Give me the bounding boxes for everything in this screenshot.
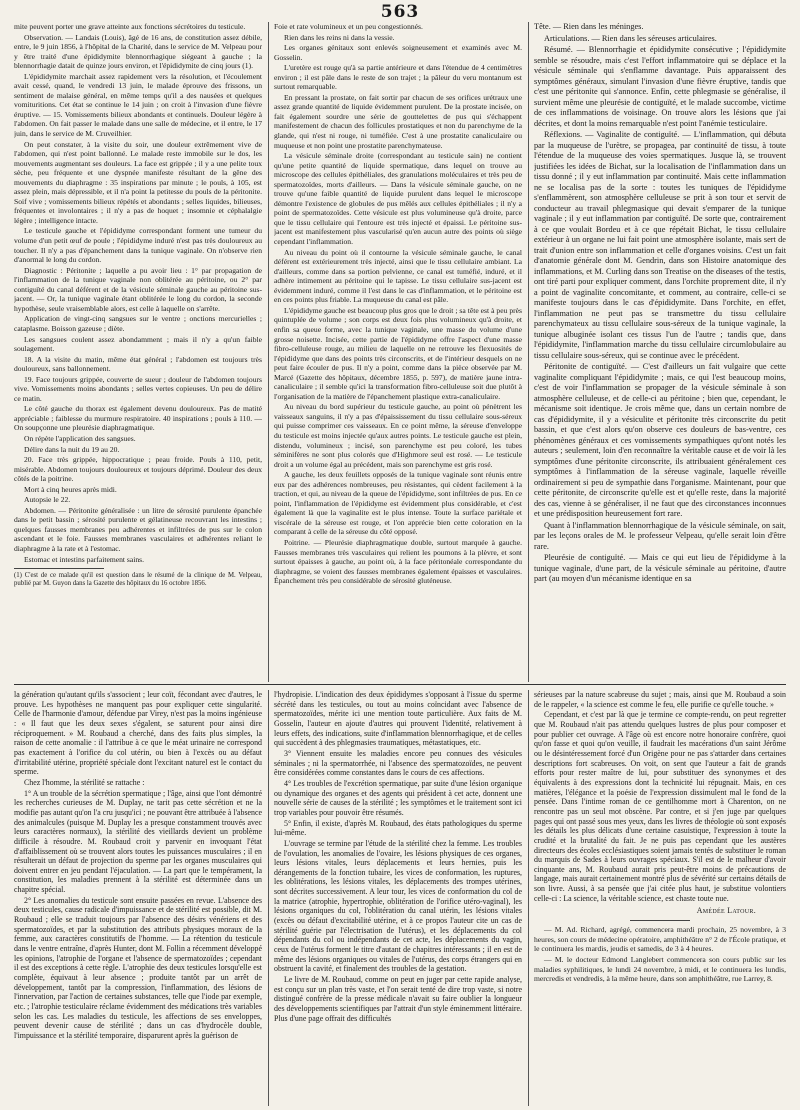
column-1-text <box>14 22 262 564</box>
paragraph: Observation. — Landais (Louis), âgé de 16 ans, de constitution assez débile, entre, le 9 juin 1856, à l'hôpital de la Charité, dans le service de M. Velpeau pour y être traité d'une épididymite blennorrhagique siégeant à gauche ; la blennorrhagie datait de quinze jours environ, et l'épididymite de cinq jours (1). <box>14 32 262 71</box>
author-signature: Amédée Latour. <box>696 906 756 916</box>
column-divider <box>528 690 529 1106</box>
paragraph: Le côté gauche du thorax est également devenu douloureux. Pas de matité appréciable ; faiblesse du murmure respiratoire. 40 inspirations ; pouls à 110. — On soupçonne une pleurésie diaphragmatique. <box>14 404 262 433</box>
paragraph: L'épididymite marchait assez rapidement vers la résolution, et l'écoulement avait cessé, quand, le vendredi 13 juin, le malade éprouve des frissons, un sentiment de malaise général, en même temps qu'il a des nausées et quelques vomituritions. Cet état se continue le 14 juin ; on croit à l'invasion d'une fièvre éruptive. — 15. Vomissements bilieux abondants et continuels. Douleur légère à l'abdomen. On fait passer le malade dans une salle de médecine, et il entre, le 17 juin, dans le service de M. Cruveilhier. <box>14 71 262 139</box>
paragraph: On peut constater, à la visite du soir, une douleur extrêmement vive de l'abdomen, qui n'est point ballonné. Le malade reste immobile sur le dos, les mouvements augmentant ses douleurs. La face est grippée ; il y a une pelite toux sèche, peu fréquente et une dyspnée manifeste résultant de la gêne des mouvements du diaphragme : 35 inspirations par minute ; le pouls, à 105, est assez plein, mais dépressible, et il n'a point la petitesse du pouls de la péritonite. Soif vive ; vomissements bilieux répétés et abondants ; selles liquides, bilieuses, fréquentes et involontaires ; il n'y a pas de hoquet ; insomnie et céphalalgie légère ; intelligence intacte. <box>14 139 262 225</box>
paragraph: Les sangsues coulent assez abondamment ; mais il n'y a qu'un faible soulagement. <box>14 334 262 354</box>
column-divider <box>268 690 269 1106</box>
paragraph: 3° Viennent ensuite les maladies encore peu connues des vésicules séminales ; ni la spermatorrhée, ni l'absence des spermatozoïdes, ne peuvent être considérées comme constantes dans le cours de ces affections. <box>274 748 522 778</box>
paragraph: 5° Enfin, il existe, d'après M. Roubaud, des états pathologiques du sperme lui-même. <box>274 818 522 838</box>
paragraph: Foie et rate volumineux et un peu congestionnés. <box>274 22 423 31</box>
paragraph: Les organes génitaux sont enlevés soigneusement et examinés avec M. Gosselin. <box>274 43 522 62</box>
paragraph: 20. Face très grippée, hippocratique ; peau froide. Pouls à 110, petit, misérable. Abdomen toujours douloureux et toujours déprimé. Douleur des deux côtés de la poitrine. <box>14 455 262 484</box>
upper-section <box>14 22 786 682</box>
footnote: (1) C'est de ce malade qu'il est question dans le résumé de la clinique de M. Velpeau, publié par M. Guyon dans la Gazette des hôpitaux du 16 octobre 1856. <box>14 572 262 588</box>
column-2 <box>274 22 522 682</box>
paragraph: L'épididyme gauche est beaucoup plus gros que le droit ; sa tête est à peu près quintuplée de volume ; son corps est deux fois plus volumineux qu'à droite, et enfin sa queue forme, avec la tunique vaginale, une masse du volume d'une grosse noisette. Incisée, cette partie de l'épididyme offre l'aspect d'une masse fibro-celluleuse rouge, au milieu de laquelle on ne retrouve les flexuosités de l'épididyme que dans des points très circonscrits, et de l'intérieur desquels on ne peut faire écouler de pus. Il n'y a point, comme dans la pièce observée par M. Marcé (Gazette des hôpitaux, décembre 1855, p. 597), de matière jaune intra-canaliculaire ; il semble qu'ici la transformation fibro-celluleuse soit due plutôt à l'organisation de la matière de l'épanchement plastique extra-canaliculaire. <box>274 305 522 401</box>
paragraph: Estomac et intestins parfaitement sains. <box>24 554 144 564</box>
paragraph: Application de vingt-cinq sangsues sur le ventre ; onctions mercurielles ; cataplasme. Boisson gazeuse ; diète. <box>14 314 262 333</box>
paragraph: Cependant, et c'est par là que je termine ce compte-rendu, on peut regretter que M. Roubaud n'ait pas attendu quelques lustres de plus pour composer et pour publier cet ouvrage. A l'âge où est encore notre honoraire confrère, quoi qu'on fasse et quoi qu'on veuille, il faudrait les macérations d'un saint Jérôme ou le désintéressement forcé d'un Origène pour ne pas s'attarder dans certaines descriptions fort scabreuses. On voit, on sent que l'auteur a fait de grands efforts pour rester maître de lui, pour substituer des synonymes et des équivalents à des expressions dont la technicité lui répugnait. Mais, en ces matières, l'élégance et la poésie de l'expression dissimulent mal le fond de la pensée. Dans l'intime roman de ce gentilhomme mort à Charenton, on ne rencontre pas un seul mot obscène. Par contre, et si j'en juge par quelques pages qui ont passé sous mes yeux, dans les livres de théologie où sont exposés les détails les plus délicats d'une certaine casuistique, l'expression à toute la crudité et la brutalité du fait. Je ne puis pas cependant que les austères directeurs des écoles ecclésiastiques soient jamais tentés de substituer le roman du marquis de Sades à leurs ouvrages spéciaux. S'il est de le malheur d'avoir cinquante ans, M. Roubaud aurait pris peut-être moins de précautions de langage, mais aurait certainement montré plus de sévérité sur certains détails de son livre. Aussi, à sa pensée que j'ai citée plus haut, je substitue volontiers celle-ci : La science, la véritable science, est chaste toute nue. <box>534 710 786 903</box>
paragraph: Poitrine. — Pleurésie diaphragmatique double, surtout marquée à gauche. Fausses membranes très vasculaires qui relient les poumons à la plèvre, et sont surtout épaisses à gauche, au point où, à la face péritonéale correspondante du diaphragme, se voient des fausses membranes également épaisses et vasculaires. Épanchement très peu considérable de sérosité gluténeuse. <box>274 537 522 586</box>
paragraph: 19. Face toujours grippée, couverte de sueur ; douleur de l'abdomen toujours vive. Vomissements moins abondants ; selles vertes copieuses. Un peu de délire ce matin. <box>14 374 262 403</box>
review-column-2 <box>274 690 522 1106</box>
paragraph: Le testicule gauche et l'épididyme correspondant forment une tumeur du volume d'un petit œuf de poule ; l'épididyme induré n'est pas très douloureux au toucher. Il n'y a pas d'épanchement dans la tunique vaginale. On n'observe rien d'anormal le long du cordon. <box>14 226 262 265</box>
paragraph: la génération qu'autant qu'ils s'associent ; leur coït, fécondant avec d'autres, le prouve. Les hypothèses ne manquent pas pour expliquer cette singularité. Celle de l'harmonie d'amour, défendue par Virey, n'est pas la moins ingénieuse : « Il faut que les deux sexes s'égalent, se saturent pour ainsi dire réciproquement. » M. Roubaud a cherché, dans des faits plus simples, la raison de cette anomalie : il l'attribue à ce que le méat urinaire ne correspond pas exactement à l'orifice du col utérin, ou bien à l'excès ou au défaut d'irritabilité utérine, propriété spéciale dont l'excitant naturel est le contact du sperme. <box>14 690 262 777</box>
paragraph: sérieuses par la nature scabreuse du sujet ; mais, ainsi que M. Roubaud a soin de le rappeler, « la science est comme le feu, elle purifie ce qu'elle touche. » <box>534 690 786 709</box>
paragraph: Quant à l'inflammation blennorrhagique de la vésicule séminale, on sait, par les leçons orales de M. le professeur Velpeau, qu'elle serait loin d'être rare. <box>534 520 786 551</box>
paragraph: 18. A la visite du matin, même état général ; l'abdomen est toujours très douloureux, sans ballonnement. <box>14 354 262 374</box>
column-1 <box>14 22 262 682</box>
footnote-rule <box>14 568 104 569</box>
paragraph: — M. le docteur Edmond Langlebert commencera son cours public sur les maladies syphilitiques, le lundi 24 novembre, à midi, et le continuera les lundis, mercredis et vendredis, à la même heure, dans son amphithéâtre, rue Larrey, 8. <box>534 955 786 984</box>
paragraph: Chez l'homme, la stérilité se rattache : <box>24 777 145 787</box>
paragraph: mite peuvent porter une grave atteinte aux fonctions sécrétoires du testicule. <box>14 22 246 31</box>
paragraph: Tête. — Rien dans les méninges. <box>534 22 644 31</box>
column-divider <box>268 22 269 682</box>
paragraph: L'uretère est rouge qu'à sa partie antérieure et dans l'étendue de 4 centimètres environ ; il est pâle dans le reste de son trajet ; la pâleur du veru montanum est surtout remarquable. <box>274 63 522 92</box>
paragraph: En pressant la prostate, on fait sortir par chacun de ses orifices urétraux une assez grande quantité de liquide évidemment purulent. De la prostate incisée, on fait également sourdre une série de gouttelettes de pus qui s'échappent manifestement de chacun des follicules prostatiques et non du parenchyme de la glande, qui n'est ni rouge, ni tuméfiée. C'est à une prostatite canaliculaire ou muqueuse et non point une prostatite parenchymateuse. <box>274 92 522 150</box>
paragraph: L'ouvrage se termine par l'étude de la stérilité chez la femme. Les troubles de l'ovulation, les anomalies de l'ovaire, les lésions physiques de ces organes, leurs lésions vitales, leurs déplacements et leurs hernies, puis les dérangements de la fonction tubaire, les vices de conformation, les ruptures, les oblitérations, les lésions vitales, les déplacements des trompes utérines, sont décrites successivement. A leur tour, les vices de conformation du col de la matrice (atrophie, hypertrophie, oblitération de l'orifice utéro-vaginal), les lésions organiques du col, l'oblitération du canal utérin, les lésions vitales (excès ou défaut d'excitabilité utérine, et à ce propos l'auteur cite un cas de stérilité guérie par l'électrisation de l'utérus), et les déplacements du col dépendants du col ou indépendants de cet acte, les déplacements du vagin, ceux de l'utérus forment le titre d'autant de chapitres intéressants ; il en est de même des lésions organiques ou vitales de l'utérus, des corps étrangers qui en obstruent la cavité, et finalement des troubles de la gestation. <box>274 838 522 974</box>
paragraph: l'hydropisie. L'indication des deux épididymes s'opposant à l'issue du sperme sécrété dans les testicules, ou tout au moins coïncidant avec l'absence de spermatozoïdes, mérite ici une mention toute particulière. Aux faits de M. Gosselin, l'auteur en ajoute d'autres qui prouvent l'identité, relativement à leurs effets, des indications, suite d'inflammation blennorrhagique, et de celles qui succèdent à des phlegmasies traumatiques, métastatiques, etc. <box>274 690 522 748</box>
paragraph: Au niveau du bord supérieur du testicule gauche, au point où pénètrent les vaisseaux sanguins, il n'y a pas d'épaississement du tissu cellulaire sous-séreux qui puisse comprimer ces vaisseaux. En ce point même, la séreuse d'enveloppe du testicule est moins injectée qu'aux autres points. Le testicule gauche est plein, distendu, volumineux ; incisé, son parenchyme est peu coloré, les tubes séminifères ne sont plus colorés que d'Highmore seul est rosé. — Le testicule droit a un volume égal au précédent, mais son parenchyme est gris rosé. <box>274 402 522 469</box>
paragraph: 2° Les anomalies du testicule sont ensuite passées en revue. L'absence des deux testicules, cause radicale d'impuissance et de stérilité est possible, dit M. Roubaud ; elle se traduit toujours par l'absence des désirs vénériens et des spermatozoïdes, et par la substitution des attributs physiques moraux de la femme, aux caractères constitutifs de l'homme. — La rétention du testicule dans le ventre entraîne, d'après Hunter, dont M. Follin a récemment développé les opinions, l'atrophie de l'organe et l'absence de spermatozoïdes ; cependant il est des exceptions à cette règle. L'atrophie des deux testicules lorsqu'elle est complète, équivaut à leur absence ; produite tantôt par un arrêt de développement, tantôt par la compression, l'inflammation, des lésions de l'innervation, par l'action de certaines substances, telle que l'iode par exemple, etc. ; l'atrophie testiculaire réclame évidemment des médications très variables selon les cas. Les maladies du testicule, les affections de ses enveloppes, peuvent devenir cause de stérilité ; dans un cas d'hydrocèle double, l'impuissance et la stérilité temporaire, disparurent après la guérison de <box>14 895 262 1040</box>
paragraph: On répète l'application des sangsues. <box>24 433 136 443</box>
paragraph: — M. Ad. Richard, agrégé, commencera mardi prochain, 25 novembre, à 3 heures, son cours de médecine opératoire, amphithéâtre n° 2 de l'École pratique, et le continuera les mardis, jeudis et samedis, de 3 à 4 heures. <box>534 925 786 954</box>
paragraph: Abdomen. — Péritonite généralisée : un litre de sérosité purulente épanchée dans le petit bassin ; sérosité purulente et gélatineuse recouvrant les intestins ; quelques fausses membranes peu adhérentes et infiltrées de pus sur le colon ascendant et le foie. Fausses membranes vasculaires et adhérentes reliant le diaphragme à la rate et à l'estomac. <box>14 505 262 553</box>
paragraph: Au niveau du point où il contourne la vésicule séminale gauche, le canal déférent est extérieurement très injecté, ainsi que le tissu cellulaire ambiant. La d'ailleurs, comme dans sa portion pelvienne, ce canal est tuméfié, induré, et il adhère intimement au péritoine qui le tapisse. Le tissu cellulaire sus-jacent est évidemment induré, comme il l'est dans le cas d'inflammation, et le péritoine est en ces points plus friable. La muqueuse du canal est pâle. <box>274 247 522 305</box>
paragraph: Articulations. — Rien dans les séreuses articulaires. <box>544 33 717 43</box>
paragraph: A gauche, les deux feuillets opposés de la tunique vaginale sont réunis entre eux par des adhérences nombreuses, peu résistantes, qui cèdent facilement à la traction, et qui, au niveau de la queue de l'épididyme, sont infiltrées de pus. En ce point, l'inflammation de l'épididyme est évidemment plus considérable, et c'est également là que la vaginalite est le plus intense. Toute la surface pariétale et viscérale de la séreuse est rouge, et l'on apprécie bien cette coloration en la comparant à celle de la séreuse du côté opposé. <box>274 470 522 537</box>
review-column-3 <box>534 690 786 1106</box>
paragraph: Rien dans les reins ni dans la vessie. <box>284 32 395 42</box>
lower-section <box>14 690 786 1106</box>
announcements-rule <box>630 920 690 921</box>
review-column-1 <box>14 690 262 1106</box>
paragraph: Pleurésie de contiguïté. — Mais ce qui eut lieu de l'épididyme à la tunique vaginale, d'une part, de la vésicule séminale au péritoine, d'autre part (au moyen d'un mécanisme identique en sa <box>534 553 786 583</box>
paragraph: Péritonite de contiguïté. — C'est d'ailleurs un fait vulgaire que cette vaginalite compliquant l'épididymite ; mais, ce qui l'est beaucoup moins, c'est de voir l'inflammation se propager de la vésicule séminale à son atmosphère celluleuse, et de celle-ci au péritoine ; bien que, cependant, le mécanisme soit identique. Je crois même que, dans un certain nombre de cas d'épididymite, il y a vésiculite et péritonite très circonscrite du petit bassin, et que c'est alors qu'on observe ces douleurs de bas-ventre, ces phénomènes généraux et ces vomissements sympathiques qu'ont notés les auteurs ; seulement, loin d'en reconnaître la véritable cause et de voir là les symptômes d'une péritonite circonscrite, ils attribuaient généralement ces symptômes à l'inflammation de la séreuse vaginale, laquelle réveille ordinairement si peu de sympathie dans l'organisme. Maintenant, pour que cette péritonite, de circonscrite qu'elle est et qu'elle reste, dans la majorité des cas, vienne à se généraliser, il ne faut que des circonstances inconnues et une prédisposition heureusement fort rare. <box>534 362 786 518</box>
paragraph: Le livre de M. Roubaud, comme on peut en juger par cette rapide analyse, est conçu sur un plan très vaste, et l'on serait tenté de dire trop vaste, si notre distingué confrère de la presse médicale n'avait su faire oublier la longueur des développements scientifiques par l'attrait d'un style éminemment littéraire. Plus d'une page offrait des difficultés <box>274 975 522 1023</box>
paragraph: 1° A un trouble de la sécrétion spermatique ; l'âge, ainsi que l'ont démontré les recherches curieuses de M. Duplay, ne tarit pas cette sécrétion et ne la modifie pas autant qu'on l'a cru jusqu'ici ; ne pouvant être attribuée à l'absence des animalcules (puisque M. Duplay les a presque constamment trouvés avec leurs caractères normaux), la stérilité des vieillards devient un problème difficile à résoudre. M. Roubaud croit y parvenir en invoquant l'état d'affaiblissement où se trouvent alors toutes les puissances musculaires ; il en résulterait un défaut de projection du sperme par les organes musculaires qui doivent entrer en jeu pendant l'éjaculation. — La part que le tempérament, la constitution, les maladies prennent à la stérilité est déterminée dans un chapitre spécial. <box>14 788 262 895</box>
review-column-3-text <box>534 690 786 903</box>
section-divider <box>14 684 786 685</box>
announcements <box>534 925 786 984</box>
column-3 <box>534 22 786 682</box>
page-number: 563 <box>380 2 420 22</box>
paragraph: Autopsie le 22. <box>24 495 71 505</box>
paragraph: 4° Les troubles de l'excrétion spermatique, par suite d'une lésion organique ou dynamique des organes et des agents qui président à cet acte, donnent une nouvelle série de causes de la stérilité ; les symptômes et le traitement sont ici trop variables pour pouvoir être résumés. <box>274 778 522 817</box>
column-divider <box>528 22 529 682</box>
paragraph: Délire dans la nuit du 19 au 20. <box>24 444 120 454</box>
paragraph: Réflexions. — Vaginalite de contiguïté. — L'inflammation, qui débuta par la muqueuse de l'urètre, se propagea, par continuité de tissu, à toute l'étendue de la muqueuse des voies spermatiques. Jusque là, se trouvent justifiées les idées de Bichat, sur la localisation de l'inflammation dans un tissu donné ; il y eut inflammation par continuité. Mais cette inflammation ne se localisa pas de la sorte : toutes les tuniques de l'épididyme s'enflammèrent, son atmosphère celluleuse se prit à son tour et servit de conducteur au travail phlegmasique qui devait s'emparer de la tunique vaginale ; il y eut inflammation par contiguïté. De sorte que, contrairement à ce que voulait Bordeu et à ce que répétait Bichat, le tissu cellulaire extérieur à un organe ne lui fait point une atmosphère isolante, mais sert de trait d'union entre son inflammation et celle d'organes voisins. C'est un fait d'anatomie générale dont M. Gendrin, dans son Histoire anatomique des inflammations, et M. Curling dans son Treatise on the diseases of the testis, ont tiré parti pour expliquer comment, dans l'orchite proprement dite, il n'y a point de vaginalite concomitante, et comment, au contraire, celle-ci se manifeste toujours dans le cas d'épididymite. Dans l'orchite, en effet, l'inflammation ne peut pas se transmettre du tissu cellulaire parenchymateux au tissu cellulaire sous-séreux de la tunique vaginale, la tunique albuginée isolant ces tissus l'un de l'autre ; tandis que, dans l'épididymite, l'inflammation marche du tissu cellulaire circumlobulaire au tissu cellulaire sous-séreux, qui se continue avec le précédent. <box>534 130 786 360</box>
paragraph: Mort à cinq heures après midi. <box>24 484 117 494</box>
paragraph: Diagnostic : Péritonite ; laquelle a pu avoir lieu : 1° par propagation de l'inflammation de la tunique vaginale non oblitérée au péritoine, ou 2° par contiguïté du canal déférent et de la vésicule séminale gauche au péritoine sus-jacent. — Or, la tunique vaginale étant oblitérée le long du cordon, la seconde hypothèse, seule vraisemblable alors, est celle à laquelle on s'arrête. <box>14 265 262 313</box>
paragraph: La vésicule séminale droite (correspondant au testicule sain) ne contient qu'une petite quantité de liquide spermatique, dans lequel on trouve au microscope des cellules épithéliales, des granulations moléculaires et très peu de spermatozoïdes, morts d'ailleurs. — Dans la vésicule séminale gauche, on ne trouve qu'une faible quantité de liquide purulent dans lequel le microscope démontre l'existence de globules de pus mêlés aux cellules épithéliales ; il n'y a point de spermatozoïdes. Cette vésicule est plus volumineuse qu'à droite, parce que le tissu cellulaire qui l'entoure est très injecté et épaissi. Le péritoine sus-jacent est manifestement plus vascularisé qu'en aucun autre des points où siège cependant l'inflammation. <box>274 151 522 247</box>
paragraph: Résumé. — Blennorrhagie et épididymite consécutive ; l'épididymite semble se résoudre, mais c'est l'effort inflammatoire qui se déplace et la vésicule séminale qui s'enflamme davantage. Puis apparaissent des symptômes généraux, simulant l'invasion d'une fièvre éruptive, tandis que c'est une péritonite qui s'annonce. Enfin, cette phlegmasie se généralise, il survient même une pleurésie de contiguïté, et le malade succombe, victime de ces inflammations de voisinage. On trouve alors les lésions que j'ai décrites, et dont la moins remarquable n'est point l'anémie testiculaire. <box>534 45 786 128</box>
